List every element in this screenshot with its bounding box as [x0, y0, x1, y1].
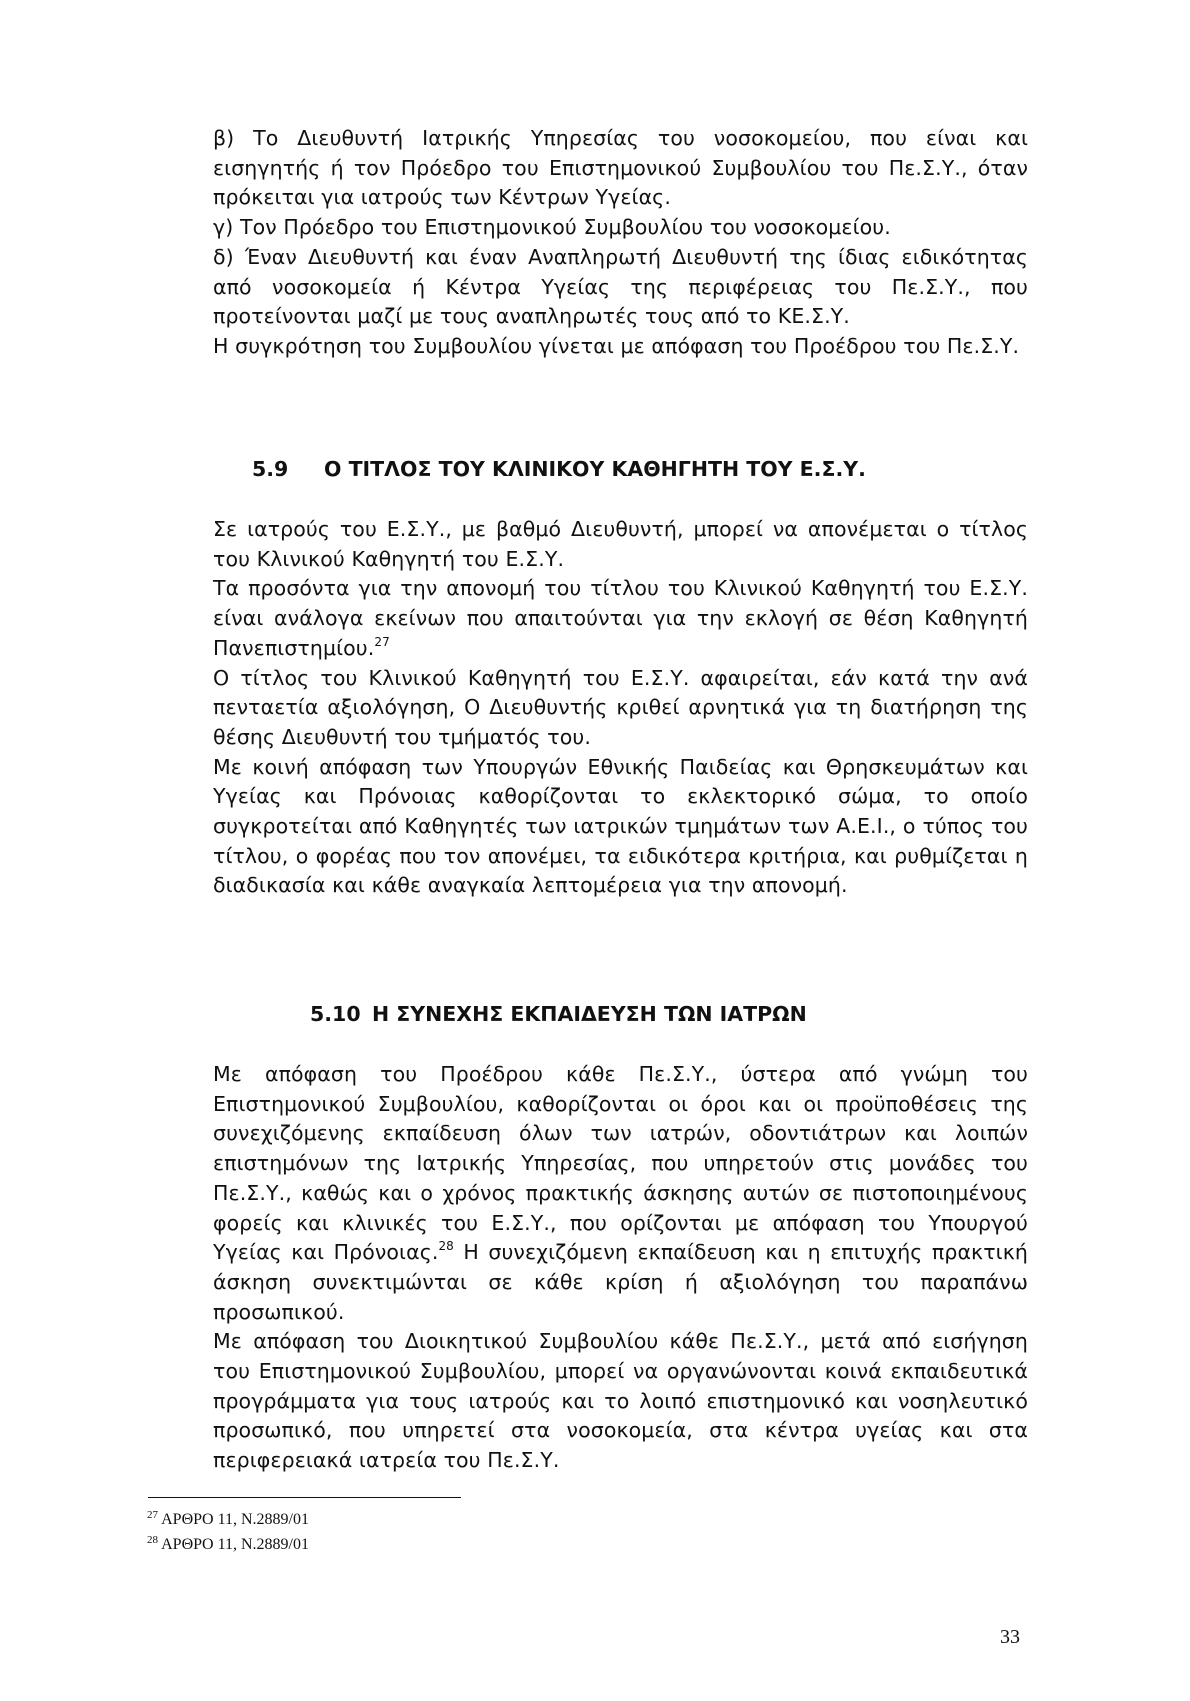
footnote-27 [147, 1507, 309, 1532]
item-b-paragraph: β) Το Διευθυντή Ιατρικής Υπηρεσίας του νοσοκομείου, που είναι και εισηγητής ή τον Πρόεδρο του Επιστημονικού Συμβουλίου του Πε.Σ.Υ., όταν πρόκειται για ιατρούς των Κέντρων Υγείας. [213, 126, 1028, 210]
footnote-ref-27: 27 [374, 634, 390, 649]
section-5-10-number: 5.10 [310, 1002, 361, 1026]
section-5-10-body [213, 1060, 1028, 1476]
intro-block [213, 124, 1028, 362]
section-5-10-paragraph-1-text: Με απόφαση του Προέδρου κάθε Πε.Σ.Υ., ύστερα από γνώμη του Επιστημονικού Συμβουλίου, καθορίζονται οι όροι και οι προϋποθέσεις της συνεχιζόμενης εκπαίδευση όλων των ιατρών, οδοντιάτρων και λοιπών επιστημόνων της Ιατρικής Υπηρεσίας, που υπηρετούν στις μονάδες του Πε.Σ.Υ., καθώς και ο χρόνος πρακτικής άσκησης αυτών σε πιστοποιημένους φορείς και κλινικές του Ε.Σ.Υ., που ορίζονται με απόφαση του Υπουργού Υγείας και Πρόνοιας. [213, 1062, 1028, 1265]
footnote-28 [147, 1532, 309, 1557]
section-5-9-paragraph-1: Σε ιατρούς του Ε.Σ.Υ., με βαθμό Διευθυντή, μπορεί να απονέμεται ο τίτλος του Κλινικού Καθηγητή του Ε.Σ.Υ. [213, 517, 1028, 571]
section-5-10-title: Η ΣΥΝΕΧΗΣ ΕΚΠΑΙΔΕΥΣΗ ΤΩΝ ΙΑΤΡΩΝ [372, 1002, 807, 1026]
section-5-10-heading [310, 1002, 807, 1026]
footnote-27-mark: 27 [147, 1509, 158, 1521]
section-5-10-paragraph-1 [213, 1060, 1028, 1327]
footnote-28-mark: 28 [147, 1534, 158, 1546]
footnote-28-text: ΑΡΘΡΟ 11, Ν.2889/01 [158, 1536, 309, 1553]
footnote-separator [148, 1497, 461, 1498]
section-5-10-paragraph-1-continuation: Η συνεχιζόμενη εκπαίδευση και η επιτυχής πρακτική άσκηση συνεκτιμώνται σε κάθε κρίση ή αξιολόγηση του παραπάνω προσωπικού. [213, 1240, 1028, 1324]
section-5-9-heading [252, 457, 866, 481]
composition-paragraph: Η συγκρότηση του Συμβουλίου γίνεται με απόφαση του Προέδρου του Πε.Σ.Υ. [213, 333, 1020, 358]
section-5-9-paragraph-3: Ο τίτλος του Κλινικού Καθηγητή του Ε.Σ.Υ. αφαιρείται, εάν κατά την ανά πενταετία αξιολόγηση, Ο Διευθυντής κριθεί αρνητικά για τη διατήρηση της θέσης Διευθυντή του τμήματός του. [213, 665, 1028, 749]
section-5-9-paragraph-4: Με κοινή απόφαση των Υπουργών Εθνικής Παιδείας και Θρησκευμάτων και Υγείας και Πρόνοιας καθορίζονται το εκλεκτορικό σώμα, το οποίο συγκροτείται από Καθηγητές των ιατρικών τμημάτων των Α.Ε.Ι., ο τύπος του τίτλου, ο φορέας που τον απονέμει, τα ειδικότερα κριτήρια, και ρυθμίζεται η διαδικασία και κάθε αναγκαία λεπτομέρεια για την απονομή. [213, 754, 1028, 898]
footnote-27-text: ΑΡΘΡΟ 11, Ν.2889/01 [158, 1511, 309, 1528]
page-number: 33 [1000, 1626, 1020, 1648]
section-5-9-title: Ο ΤΙΤΛΟΣ ΤΟΥ ΚΛΙΝΙΚΟΥ ΚΑΘΗΓΗΤΗ ΤΟΥ Ε.Σ.Υ. [324, 457, 866, 481]
section-5-9-paragraph-2 [213, 574, 1028, 663]
item-c-paragraph: γ) Τον Πρόεδρο του Επιστημονικού Συμβουλίου του νοσοκομείου. [213, 215, 891, 240]
section-5-9-paragraph-2-text: Τα προσόντα για την απονομή του τίτλου του Κλινικού Καθηγητή του Ε.Σ.Υ. είναι ανάλογα εκείνων που απαιτούνται για την εκλογή σε θέση Καθηγητή Πανεπιστημίου. [213, 576, 1028, 660]
section-5-9-body [213, 515, 1028, 901]
footnote-ref-28: 28 [438, 1239, 454, 1254]
section-5-10-paragraph-2: Με απόφαση του Διοικητικού Συμβουλίου κάθε Πε.Σ.Υ., μετά από εισήγηση του Επιστημονικού Συμβουλίου, μπορεί να οργανώνονται κοινά εκπαιδευτικά προγράμματα για τους ιατρούς και το λοιπό επιστημονικό και νοσηλευτικό προσωπικό, που υπηρετεί στα νοσοκομεία, στα κέντρα υγείας και στα περιφερειακά ιατρεία του Πε.Σ.Υ. [213, 1329, 1028, 1473]
item-d-paragraph: δ) Έναν Διευθυντή και έναν Αναπληρωτή Διευθυντή της ίδιας ειδικότητας από νοσοκομεία ή Κέντρα Υγείας της περιφέρειας του Πε.Σ.Υ., που προτείνονται μαζί με τους αναπληρωτές τους από το ΚΕ.Σ.Υ. [213, 244, 1028, 329]
footnotes [147, 1507, 309, 1557]
section-5-9-number: 5.9 [252, 457, 289, 481]
